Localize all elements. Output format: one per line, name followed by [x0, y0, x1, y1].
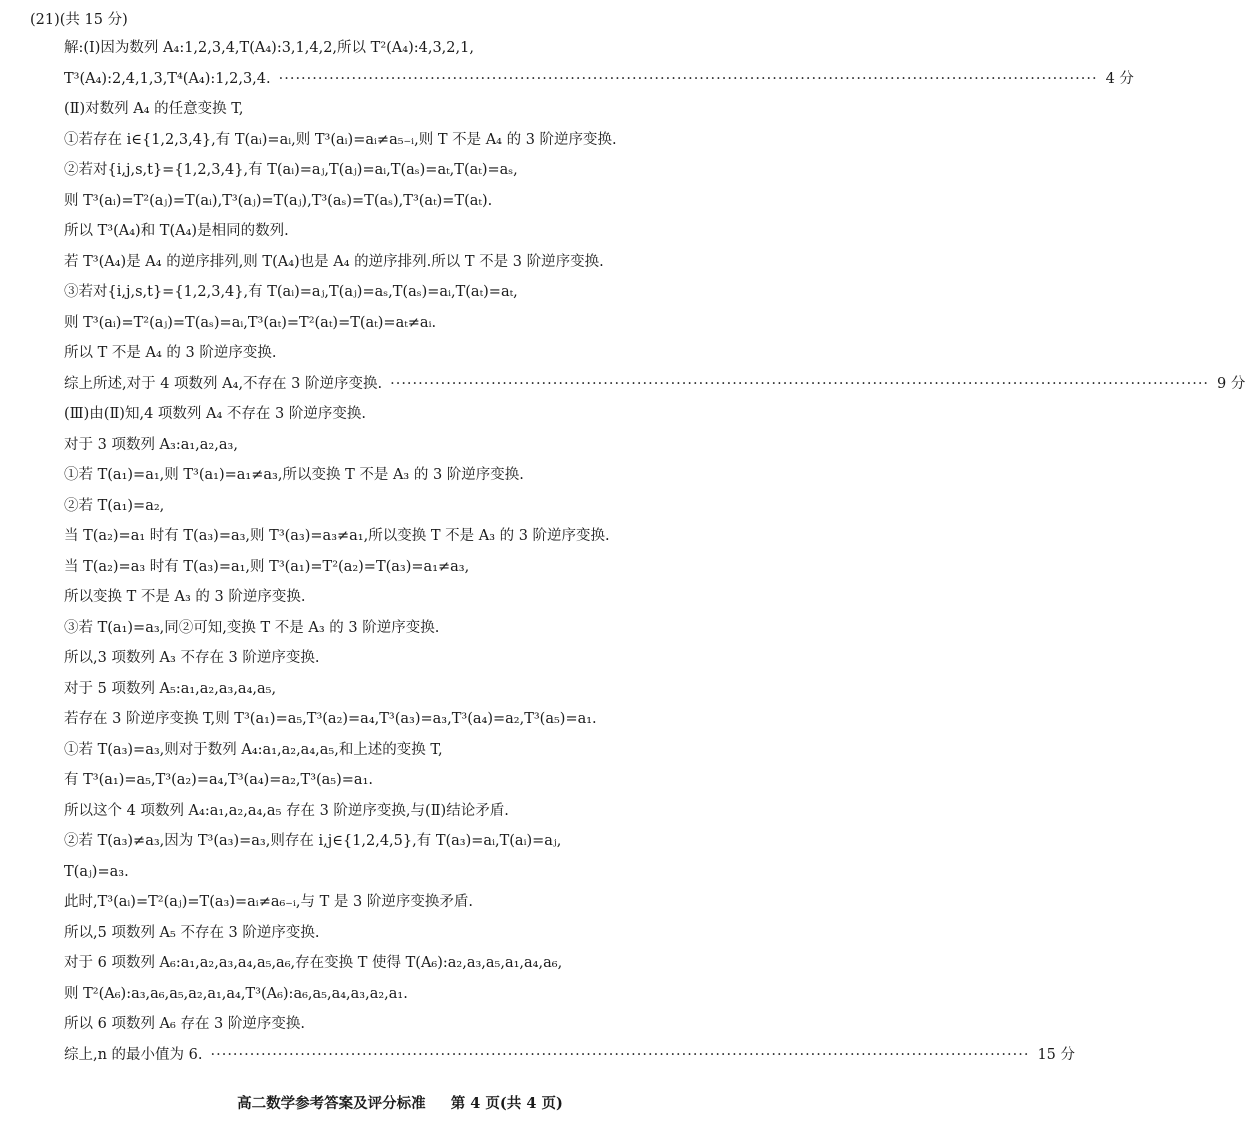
solution-line: ①若存在 i∈{1,2,3,4},有 T(aᵢ)=aᵢ,则 T³(aᵢ)=aᵢ≠a₅₋ᵢ,则 T 不是 A₄ 的 3 阶逆序变换. [64, 131, 617, 148]
solution-line: ①若 T(a₃)=a₃,则对于数列 A₄:a₁,a₂,a₄,a₅,和上述的变换 T, [64, 741, 443, 758]
footer-page-number: 第 4 页(共 4 页) [450, 1095, 563, 1112]
solution-body [64, 33, 1245, 1070]
solution-line: 所以 T³(A₄)和 T(A₄)是相同的数列. [64, 223, 289, 239]
solution-line: 当 T(a₂)=a₁ 时有 T(a₃)=a₃,则 T³(a₃)=a₃≠a₁,所以变换 T 不是 A₃ 的 3 阶逆序变换. [64, 528, 610, 544]
solution-line: 则 T³(aᵢ)=T²(aⱼ)=T(aₛ)=aᵢ,T³(aₜ)=T²(aₜ)=T(aₜ)=aₜ≠aᵢ. [64, 314, 437, 331]
score-mark: 15 分 [1037, 1046, 1075, 1063]
solution-line: ②若 T(a₃)≠a₃,因为 T³(a₃)=a₃,则存在 i,j∈{1,2,4,5},有 T(a₃)=aᵢ,T(aᵢ)=aⱼ, [64, 833, 562, 849]
score-mark: 9 分 [1217, 375, 1245, 392]
dot-leader: ·················································································································································· [210, 1046, 1030, 1063]
solution-line: ③若 T(a₁)=a₃,同②可知,变换 T 不是 A₃ 的 3 阶逆序变换. [64, 619, 440, 636]
dot-leader: ·················································································································································· [278, 70, 1098, 87]
footer-title: 高二数学参考答案及评分标准 [237, 1095, 426, 1112]
solution-line-scored [64, 1040, 1075, 1071]
solution-line: 解:(Ⅰ)因为数列 A₄:1,2,3,4,T(A₄):3,1,4,2,所以 T²(A₄):4,3,2,1, [64, 40, 474, 56]
solution-line-scored [64, 369, 1245, 400]
solution-line-text: T³(A₄):2,4,1,3,T⁴(A₄):1,2,3,4. [64, 70, 271, 87]
solution-line: ②若对{i,j,s,t}={1,2,3,4},有 T(aᵢ)=aⱼ,T(aⱼ)=aᵢ,T(aₛ)=aₜ,T(aₜ)=aₛ, [64, 162, 518, 178]
solution-line: 若 T³(A₄)是 A₄ 的逆序排列,则 T(A₄)也是 A₄ 的逆序排列.所以 T 不是 3 阶逆序变换. [64, 253, 604, 270]
solution-line: (Ⅲ)由(Ⅱ)知,4 项数列 A₄ 不存在 3 阶逆序变换. [64, 406, 366, 422]
page-footer [0, 1094, 800, 1114]
score-mark: 4 分 [1105, 70, 1134, 87]
solution-line: 对于 5 项数列 A₅:a₁,a₂,a₃,a₄,a₅, [64, 680, 277, 697]
solution-line-text: 综上,n 的最小值为 6. [64, 1046, 203, 1063]
solution-line: 所以变换 T 不是 A₃ 的 3 阶逆序变换. [64, 589, 306, 605]
solution-line: 则 T²(A₆):a₃,a₆,a₅,a₂,a₁,a₄,T³(A₆):a₆,a₅,a₄,a₃,a₂,a₁. [64, 985, 408, 1002]
solution-line: 对于 6 项数列 A₆:a₁,a₂,a₃,a₄,a₅,a₆,存在变换 T 使得 T(A₆):a₂,a₃,a₅,a₁,a₄,a₆, [64, 955, 563, 971]
solution-line: 若存在 3 阶逆序变换 T,则 T³(a₁)=a₅,T³(a₂)=a₄,T³(a₃)=a₃,T³(a₄)=a₂,T³(a₅)=a₁. [64, 711, 597, 727]
question-number: (21)(共 15 分) [30, 12, 128, 28]
solution-line-text: 综上所述,对于 4 项数列 A₄,不存在 3 阶逆序变换. [64, 375, 383, 392]
solution-line: 所以 T 不是 A₄ 的 3 阶逆序变换. [64, 345, 277, 361]
solution-line: 此时,T³(aᵢ)=T²(aⱼ)=T(a₃)=aᵢ≠a₆₋ᵢ,与 T 是 3 阶逆序变换矛盾. [64, 894, 473, 910]
solution-line: 所以 6 项数列 A₆ 存在 3 阶逆序变换. [64, 1016, 305, 1032]
solution-line: 所以这个 4 项数列 A₄:a₁,a₂,a₄,a₅ 存在 3 阶逆序变换,与(Ⅱ)结论矛盾. [64, 802, 509, 819]
solution-line: 当 T(a₂)=a₃ 时有 T(a₃)=a₁,则 T³(a₁)=T²(a₂)=T(a₃)=a₁≠a₃, [64, 558, 470, 575]
solution-line-scored [64, 64, 1134, 95]
solution-line: 对于 3 项数列 A₃:a₁,a₂,a₃, [64, 436, 238, 453]
solution-line: 所以,5 项数列 A₅ 不存在 3 阶逆序变换. [64, 924, 320, 941]
solution-line: ①若 T(a₁)=a₁,则 T³(a₁)=a₁≠a₃,所以变换 T 不是 A₃ 的 3 阶逆序变换. [64, 467, 524, 483]
solution-line: T(aⱼ)=a₃. [64, 863, 129, 880]
solution-line: 有 T³(a₁)=a₅,T³(a₂)=a₄,T³(a₄)=a₂,T³(a₅)=a₁. [64, 772, 373, 788]
solution-line: (Ⅱ)对数列 A₄ 的任意变换 T, [64, 101, 244, 117]
dot-leader: ·················································································································································· [390, 375, 1210, 392]
solution-line: 所以,3 项数列 A₃ 不存在 3 阶逆序变换. [64, 650, 320, 666]
solution-line: ②若 T(a₁)=a₂, [64, 497, 165, 514]
solution-line: ③若对{i,j,s,t}={1,2,3,4},有 T(aᵢ)=aⱼ,T(aⱼ)=aₛ,T(aₛ)=aᵢ,T(aₜ)=aₜ, [64, 284, 518, 300]
solution-line: 则 T³(aᵢ)=T²(aⱼ)=T(aᵢ),T³(aⱼ)=T(aⱼ),T³(aₛ)=T(aₛ),T³(aₜ)=T(aₜ). [64, 192, 493, 209]
